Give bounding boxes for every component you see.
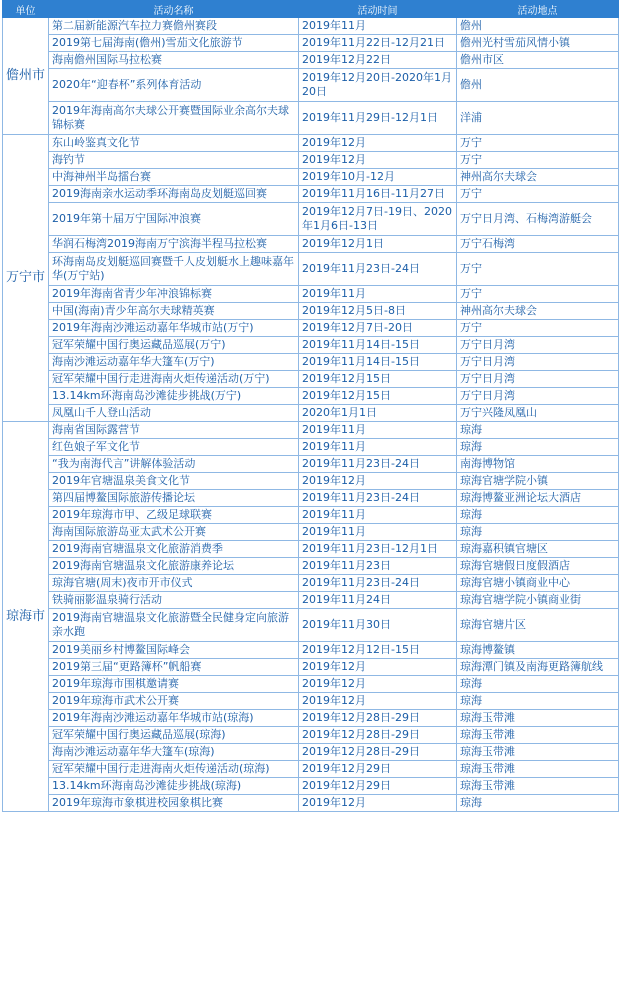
name-cell: 2019年海南沙滩运动嘉年华城市站(万宁): [49, 320, 299, 337]
table-row: [3, 609, 619, 642]
table-row: [3, 18, 619, 35]
name-cell: 2019年琼海市武术公开赛: [49, 693, 299, 710]
place-cell: 神州高尔夫球会: [457, 169, 619, 186]
place-cell: 琼海官塘片区: [457, 609, 619, 642]
table-row: [3, 35, 619, 52]
name-cell: 2019年海南沙滩运动嘉年华城市站(琼海): [49, 710, 299, 727]
place-cell: 万宁日月湾: [457, 337, 619, 354]
time-cell: 2019年11月: [299, 439, 457, 456]
table-row: [3, 169, 619, 186]
table-row: [3, 676, 619, 693]
table-row: [3, 659, 619, 676]
table-row: [3, 473, 619, 490]
name-cell: 第二届新能源汽车拉力赛儋州赛段: [49, 18, 299, 35]
time-cell: 2019年12月22日: [299, 52, 457, 69]
time-cell: 2019年11月22日-12月21日: [299, 35, 457, 52]
table-row: [3, 405, 619, 422]
table-row: [3, 422, 619, 439]
name-cell: 2019年琼海市围棋邀请赛: [49, 676, 299, 693]
place-cell: 洋浦: [457, 102, 619, 135]
time-cell: 2019年11月: [299, 286, 457, 303]
time-cell: 2019年12月: [299, 693, 457, 710]
header-name: 活动名称: [49, 1, 299, 18]
header-time: 活动时间: [299, 1, 457, 18]
table-row: [3, 592, 619, 609]
table-row: [3, 388, 619, 405]
place-cell: 琼海: [457, 693, 619, 710]
name-cell: 中国(海南)青少年高尔夫球精英赛: [49, 303, 299, 320]
time-cell: 2019年11月23日-24日: [299, 456, 457, 473]
table-row: [3, 286, 619, 303]
place-cell: 琼海玉带滩: [457, 761, 619, 778]
time-cell: 2019年11月23日-24日: [299, 490, 457, 507]
table-row: [3, 337, 619, 354]
time-cell: 2019年12月: [299, 135, 457, 152]
name-cell: 2019年海南省青少年冲浪锦标赛: [49, 286, 299, 303]
time-cell: 2019年11月23日-24日: [299, 575, 457, 592]
time-cell: 2019年12月7日-20日: [299, 320, 457, 337]
place-cell: 琼海玉带滩: [457, 744, 619, 761]
time-cell: 2019年11月14日-15日: [299, 354, 457, 371]
header-place: 活动地点: [457, 1, 619, 18]
table-row: [3, 507, 619, 524]
table-row: [3, 236, 619, 253]
table-row: [3, 778, 619, 795]
name-cell: 2019美丽乡村博鳌国际峰会: [49, 642, 299, 659]
name-cell: 13.14km环海南岛沙滩徒步挑战(万宁): [49, 388, 299, 405]
place-cell: 琼海博鳌镇: [457, 642, 619, 659]
table-row: [3, 52, 619, 69]
table-row: [3, 253, 619, 286]
time-cell: 2019年12月: [299, 659, 457, 676]
name-cell: 海南沙滩运动嘉年华大篷车(琼海): [49, 744, 299, 761]
time-cell: 2019年11月30日: [299, 609, 457, 642]
table-row: [3, 320, 619, 337]
name-cell: 海南沙滩运动嘉年华大篷车(万宁): [49, 354, 299, 371]
time-cell: 2019年12月15日: [299, 388, 457, 405]
name-cell: 凤凰山千人登山活动: [49, 405, 299, 422]
table-body: [3, 18, 619, 812]
name-cell: 冠军荣耀中国行奥运藏品巡展(万宁): [49, 337, 299, 354]
place-cell: 万宁日月湾、石梅湾游艇会: [457, 203, 619, 236]
time-cell: 2020年1月1日: [299, 405, 457, 422]
name-cell: 第四届博鳌国际旅游传播论坛: [49, 490, 299, 507]
table-row: [3, 693, 619, 710]
name-cell: 2020年“迎春杯”系列体育活动: [49, 69, 299, 102]
time-cell: 2019年11月: [299, 524, 457, 541]
table-row: [3, 152, 619, 169]
place-cell: 万宁: [457, 152, 619, 169]
name-cell: 冠军荣耀中国行奥运藏品巡展(琼海): [49, 727, 299, 744]
table-row: [3, 761, 619, 778]
table-row: [3, 203, 619, 236]
name-cell: 2019第七届海南(儋州)雪茄文化旅游节: [49, 35, 299, 52]
place-cell: 琼海: [457, 422, 619, 439]
table-row: [3, 439, 619, 456]
time-cell: 2019年12月15日: [299, 371, 457, 388]
place-cell: 南海博物馆: [457, 456, 619, 473]
unit-cell: 万宁市: [3, 135, 49, 422]
time-cell: 2019年12月12日-15日: [299, 642, 457, 659]
place-cell: 琼海官塘假日度假酒店: [457, 558, 619, 575]
time-cell: 2019年12月: [299, 152, 457, 169]
time-cell: 2019年11月23日-24日: [299, 253, 457, 286]
place-cell: 万宁兴隆凤凰山: [457, 405, 619, 422]
place-cell: 儋州光村雪茄风情小镇: [457, 35, 619, 52]
name-cell: 2019年琼海市象棋进校园象棋比赛: [49, 795, 299, 812]
time-cell: 2019年11月24日: [299, 592, 457, 609]
place-cell: 琼海玉带滩: [457, 727, 619, 744]
place-cell: 万宁: [457, 320, 619, 337]
place-cell: 琼海潭门镇及南海更路簿航线: [457, 659, 619, 676]
unit-cell: 琼海市: [3, 422, 49, 812]
time-cell: 2019年12月7日-19日、2020年1月6日-13日: [299, 203, 457, 236]
time-cell: 2019年11月: [299, 422, 457, 439]
place-cell: 琼海官塘学院小镇商业街: [457, 592, 619, 609]
place-cell: 儋州: [457, 18, 619, 35]
place-cell: 琼海玉带滩: [457, 778, 619, 795]
time-cell: 2019年12月5日-8日: [299, 303, 457, 320]
unit-cell: 儋州市: [3, 18, 49, 135]
name-cell: 海钓节: [49, 152, 299, 169]
time-cell: 2019年11月16日-11月27日: [299, 186, 457, 203]
name-cell: 中海神州半岛擂台赛: [49, 169, 299, 186]
name-cell: 2019第三届“更路簿杯”帆船赛: [49, 659, 299, 676]
table-row: [3, 303, 619, 320]
name-cell: 2019海南官塘温泉文化旅游暨全民健身定向旅游亲水跑: [49, 609, 299, 642]
table-row: [3, 558, 619, 575]
time-cell: 2019年12月29日: [299, 761, 457, 778]
name-cell: 环海南岛皮划艇巡回赛暨千人皮划艇水上趣味嘉年华(万宁站): [49, 253, 299, 286]
place-cell: 万宁日月湾: [457, 371, 619, 388]
time-cell: 2019年11月14日-15日: [299, 337, 457, 354]
place-cell: 琼海: [457, 676, 619, 693]
name-cell: 2019海南官塘温泉文化旅游消费季: [49, 541, 299, 558]
name-cell: 2019年官塘温泉美食文化节: [49, 473, 299, 490]
time-cell: 2019年11月23日: [299, 558, 457, 575]
time-cell: 2019年12月: [299, 676, 457, 693]
place-cell: 琼海玉带滩: [457, 710, 619, 727]
table-row: [3, 710, 619, 727]
name-cell: 红色娘子军文化节: [49, 439, 299, 456]
time-cell: 2019年12月: [299, 795, 457, 812]
table-row: [3, 744, 619, 761]
table-row: [3, 135, 619, 152]
time-cell: 2019年12月1日: [299, 236, 457, 253]
name-cell: 铁骑丽影温泉骑行活动: [49, 592, 299, 609]
name-cell: 2019海南亲水运动季环海南岛皮划艇巡回赛: [49, 186, 299, 203]
table-row: [3, 69, 619, 102]
name-cell: 海南省国际露营节: [49, 422, 299, 439]
place-cell: 琼海博鳌亚洲论坛大酒店: [457, 490, 619, 507]
time-cell: 2019年11月: [299, 18, 457, 35]
name-cell: 冠军荣耀中国行走进海南火炬传递活动(万宁): [49, 371, 299, 388]
place-cell: 琼海嘉积镇官塘区: [457, 541, 619, 558]
place-cell: 万宁: [457, 253, 619, 286]
name-cell: 冠军荣耀中国行走进海南火炬传递活动(琼海): [49, 761, 299, 778]
name-cell: 2019年第十届万宁国际冲浪赛: [49, 203, 299, 236]
table-row: [3, 490, 619, 507]
time-cell: 2019年12月: [299, 473, 457, 490]
place-cell: 万宁日月湾: [457, 354, 619, 371]
table-row: [3, 371, 619, 388]
name-cell: 2019海南官塘温泉文化旅游康养论坛: [49, 558, 299, 575]
place-cell: 儋州市区: [457, 52, 619, 69]
header-unit: 单位: [3, 1, 49, 18]
place-cell: 琼海: [457, 507, 619, 524]
name-cell: 琼海官塘(周末)夜市开市仪式: [49, 575, 299, 592]
place-cell: 琼海: [457, 439, 619, 456]
place-cell: 琼海官塘小镇商业中心: [457, 575, 619, 592]
table-row: [3, 575, 619, 592]
time-cell: 2019年12月28日-29日: [299, 727, 457, 744]
name-cell: 海南国际旅游岛亚太武术公开赛: [49, 524, 299, 541]
table-row: [3, 727, 619, 744]
table-row: [3, 524, 619, 541]
header-row: [3, 1, 619, 18]
place-cell: 琼海: [457, 524, 619, 541]
table-row: [3, 541, 619, 558]
place-cell: 琼海: [457, 795, 619, 812]
time-cell: 2019年10月-12月: [299, 169, 457, 186]
time-cell: 2019年12月29日: [299, 778, 457, 795]
time-cell: 2019年11月23日-12月1日: [299, 541, 457, 558]
name-cell: 2019年琼海市甲、乙级足球联赛: [49, 507, 299, 524]
place-cell: 万宁石梅湾: [457, 236, 619, 253]
name-cell: 东山岭鉴真文化节: [49, 135, 299, 152]
table-row: [3, 642, 619, 659]
time-cell: 2019年12月28日-29日: [299, 710, 457, 727]
time-cell: 2019年12月28日-29日: [299, 744, 457, 761]
place-cell: 万宁: [457, 135, 619, 152]
table-row: [3, 795, 619, 812]
activity-table-wrapper: [2, 0, 618, 812]
name-cell: 华润石梅湾2019海南万宁滨海半程马拉松赛: [49, 236, 299, 253]
place-cell: 琼海官塘学院小镇: [457, 473, 619, 490]
table-row: [3, 456, 619, 473]
activity-table: [2, 0, 619, 812]
name-cell: “我为南海代言”讲解体验活动: [49, 456, 299, 473]
place-cell: 神州高尔夫球会: [457, 303, 619, 320]
place-cell: 万宁: [457, 186, 619, 203]
time-cell: 2019年11月29日-12月1日: [299, 102, 457, 135]
name-cell: 海南儋州国际马拉松赛: [49, 52, 299, 69]
place-cell: 万宁日月湾: [457, 388, 619, 405]
table-row: [3, 354, 619, 371]
place-cell: 儋州: [457, 69, 619, 102]
table-row: [3, 102, 619, 135]
time-cell: 2019年11月: [299, 507, 457, 524]
name-cell: 2019年海南高尔夫球公开赛暨国际业余高尔夫球锦标赛: [49, 102, 299, 135]
name-cell: 13.14km环海南岛沙滩徒步挑战(琼海): [49, 778, 299, 795]
place-cell: 万宁: [457, 286, 619, 303]
time-cell: 2019年12月20日-2020年1月20日: [299, 69, 457, 102]
table-row: [3, 186, 619, 203]
